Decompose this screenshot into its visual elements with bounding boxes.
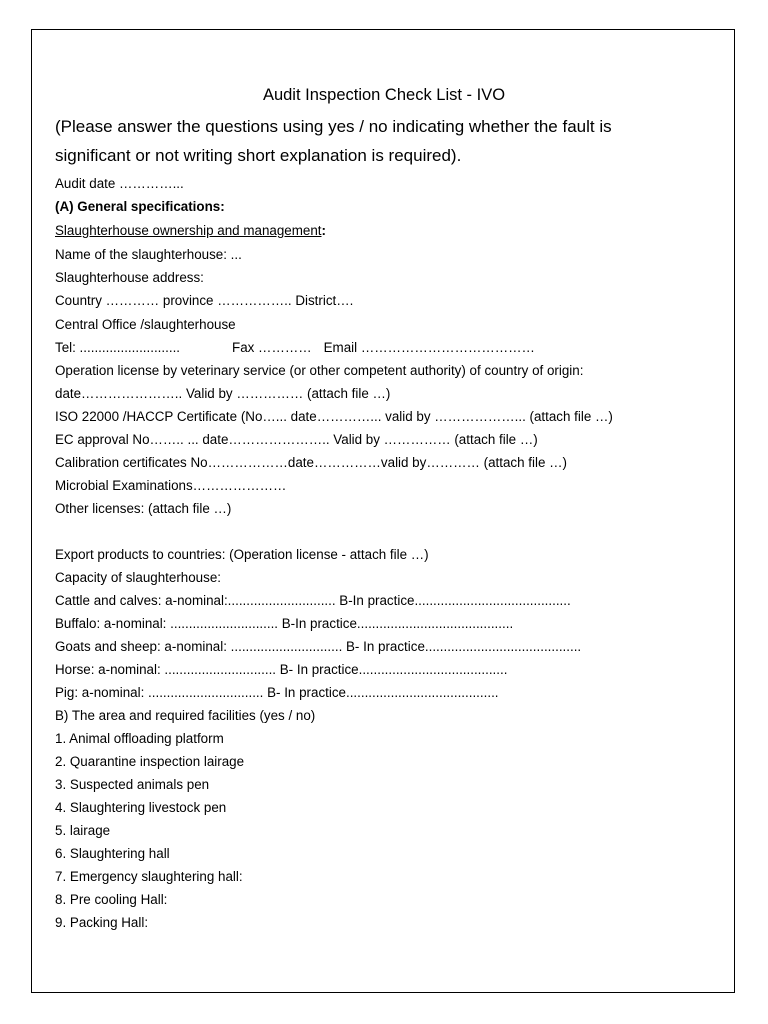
iso-certificate: ISO 22000 /HACCP Certificate (No…... date…………... valid by ………………... (attach file …) [55,409,613,424]
capacity-goats-sheep: Goats and sheep: a-nominal: .............................. B- In practice.......................................... [55,639,582,654]
facility-item: 9. Packing Hall: [55,915,149,930]
instruction-line-2: significant or not writing short explanation is required). [55,146,462,165]
operation-license: Operation license by veterinary service (or other competent authority) of country of origin: [55,363,584,378]
instruction-line-1: (Please answer the questions using yes / no indicating whether the fault is [55,117,612,136]
capacity-pig: Pig: a-nominal: ............................... B- In practice......................................... [55,685,499,700]
capacity-cattle: Cattle and calves: a-nominal:............................. B-In practice.......................................... [55,593,571,608]
microbial-examinations: Microbial Examinations………………… [55,478,287,493]
facility-item: 7. Emergency slaughtering hall: [55,869,243,884]
facility-item: 1. Animal offloading platform [55,731,224,746]
ownership-subheading [55,223,326,239]
ownership-subheading-text: Slaughterhouse ownership and management [55,223,322,238]
email-field: Email ………………………………… [323,340,535,355]
export-products: Export products to countries: (Operation license - attach file …) [55,547,429,562]
ec-approval: EC approval No…….. ... date………………….. Valid by …………… (attach file …) [55,432,538,447]
country-province-district: Country ………… province …………….. District…. [55,293,354,308]
capacity-buffalo: Buffalo: a-nominal: ............................. B-In practice.......................................... [55,616,514,631]
license-date-valid: date………………….. Valid by …………… (attach file …) [55,386,391,401]
capacity-heading: Capacity of slaughterhouse: [55,570,221,585]
facility-item: 8. Pre cooling Hall: [55,892,168,907]
calibration-certificates: Calibration certificates No………………date……………valid by………… (attach file …) [55,455,567,470]
facility-item: 6. Slaughtering hall [55,846,170,861]
central-office: Central Office /slaughterhouse [55,317,236,332]
facility-item: 4. Slaughtering livestock pen [55,800,227,815]
ownership-subheading-colon: : [321,223,326,238]
audit-date: Audit date …………... [55,176,184,191]
facility-item: 2. Quarantine inspection lairage [55,754,245,769]
capacity-horse: Horse: a-nominal: .............................. B- In practice........................................ [55,662,508,677]
slaughterhouse-address: Slaughterhouse address: [55,270,204,285]
tel-field: Tel: ........................... [55,340,181,355]
facility-item: 3. Suspected animals pen [55,777,210,792]
other-licenses: Other licenses: (attach file …) [55,501,232,516]
facility-item: 5. lairage [55,823,111,838]
section-b-heading: B) The area and required facilities (yes / no) [55,708,316,723]
slaughterhouse-name: Name of the slaughterhouse: ... [55,247,242,262]
contact-line [55,340,535,356]
fax-field: Fax ………… [232,340,312,355]
section-a-heading: (A) General specifications: [55,199,225,214]
document-title: Audit Inspection Check List - IVO [262,86,506,104]
